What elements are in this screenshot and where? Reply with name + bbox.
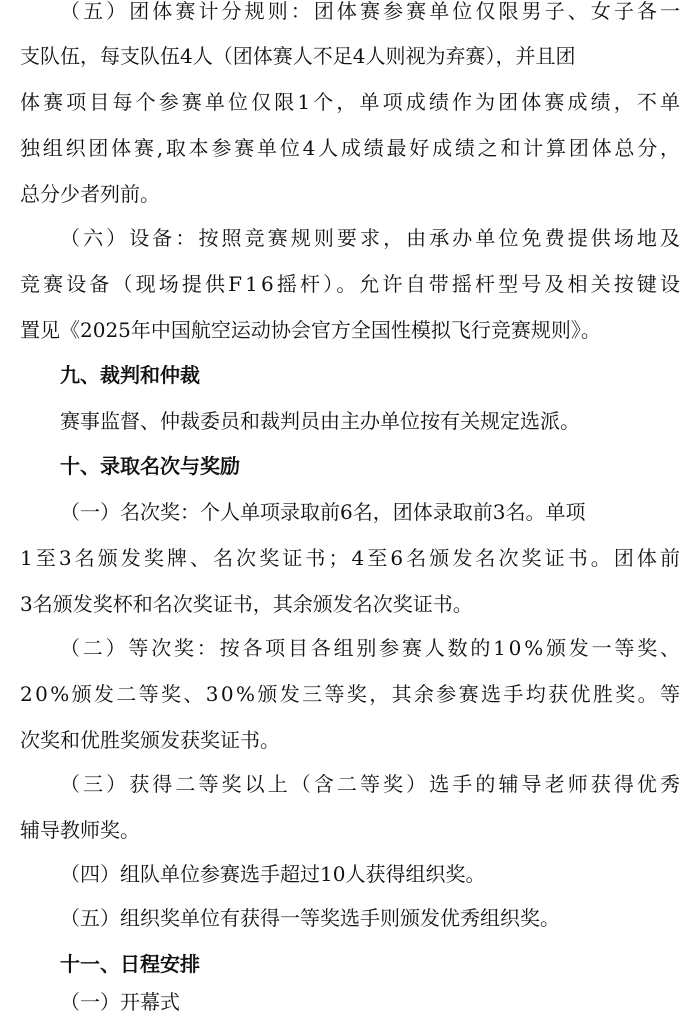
text-line: [0, 133, 700, 163]
line-text: （一）开幕式: [60, 990, 180, 1014]
line-text: 体赛项目每个参赛单位仅限1个，单项成绩作为团体赛成绩，不单: [20, 90, 684, 114]
text-line: [0, 406, 700, 436]
text-line: [0, 543, 700, 573]
line-text: 十一、日程安排: [60, 952, 200, 976]
line-text: （一）名次奖：个人单项录取前6名，团体录取前3名。单项: [60, 500, 586, 524]
line-text: （五）组织奖单位有获得一等奖选手则颁发优秀组织奖。: [60, 906, 560, 930]
text-line: [0, 0, 700, 26]
text-line: [0, 679, 700, 709]
line-text: 次奖和优胜奖颁发获奖证书。: [20, 728, 280, 752]
text-line: [0, 725, 700, 755]
line-text: 独组织团体赛,取本参赛单位4人成绩最好成绩之和计算团体总分，: [20, 136, 683, 160]
text-line: [0, 315, 700, 345]
line-text: 辅导教师奖。: [20, 818, 140, 842]
text-line: [0, 859, 700, 889]
text-line: [0, 987, 700, 1017]
section-heading: [0, 451, 700, 481]
line-text: 1至3名颁发奖牌、名次奖证书；4至6名颁发名次奖证书。团体前: [20, 546, 684, 570]
line-text: 20%颁发二等奖、30%颁发三等奖，其余参赛选手均获优胜奖。等: [20, 682, 683, 706]
line-text: 十、录取名次与奖励: [60, 454, 240, 478]
text-line: [0, 769, 700, 799]
text-line: [0, 223, 700, 253]
text-line: [0, 41, 700, 71]
line-text: （三）获得二等奖以上（含二等奖）选手的辅导老师获得优秀: [60, 772, 684, 796]
text-line: [0, 179, 700, 209]
text-line: [0, 633, 700, 663]
text-line: [0, 815, 700, 845]
line-text: 赛事监督、仲裁委员和裁判员由主办单位按有关规定选派。: [60, 409, 580, 433]
line-text: 总分少者列前。: [20, 182, 160, 206]
line-text: 3名颁发奖杯和名次奖证书，其余颁发名次奖证书。: [20, 592, 473, 616]
text-line: [0, 589, 700, 619]
line-text: 置见《2025年中国航空运动协会官方全国性模拟飞行竞赛规则》。: [20, 318, 601, 342]
line-text: 竞赛设备（现场提供F16摇杆）。允许自带摇杆型号及相关按键设: [20, 272, 684, 296]
text-line: [0, 903, 700, 933]
text-line: [0, 87, 700, 117]
section-heading: [0, 360, 700, 390]
line-text: （五）团体赛计分规则：团体赛参赛单位仅限男子、女子各一: [60, 0, 684, 23]
section-heading: [0, 949, 700, 979]
text-line: [0, 497, 700, 527]
line-text: 九、裁判和仲裁: [60, 363, 200, 387]
text-line: [0, 269, 700, 299]
line-text: （四）组队单位参赛选手超过10人获得组织奖。: [60, 862, 486, 886]
line-text: （六）设备：按照竞赛规则要求，由承办单位免费提供场地及: [60, 226, 684, 250]
line-text: （二）等次奖：按各项目各组别参赛人数的10%颁发一等奖、: [60, 636, 683, 660]
line-text: 支队伍，每支队伍4人（团体赛人不足4人则视为弃赛），并且团: [20, 44, 576, 68]
